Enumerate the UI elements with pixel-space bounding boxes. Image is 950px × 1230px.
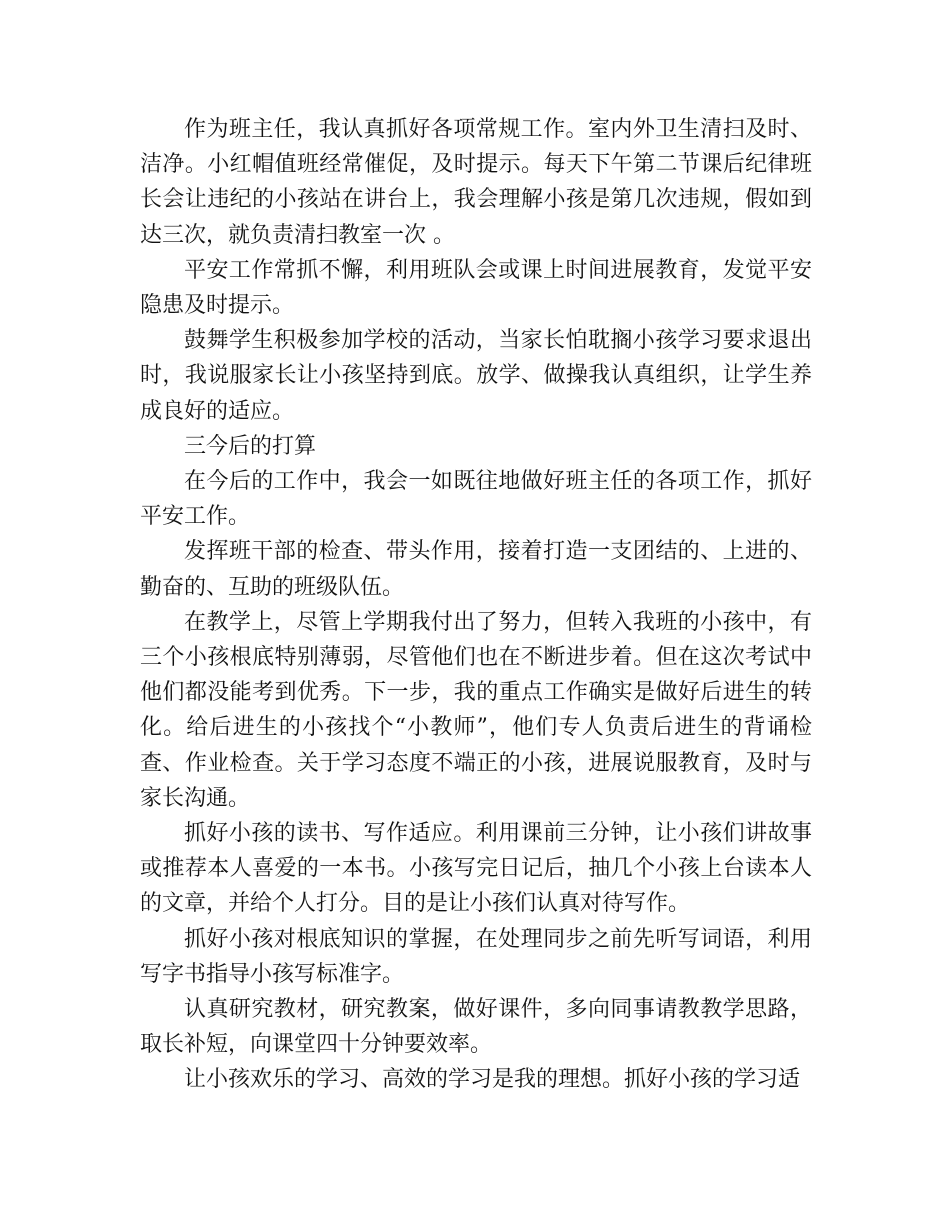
paragraph-future-work: 在今后的工作中，我会一如既往地做好班主任的各项工作，抓好平安工作。 [140, 469, 812, 530]
paragraph-class-cadres: 发挥班干部的检查、带头作用，接着打造一支团结的、上进的、勤奋的、互助的班级队伍。 [140, 539, 812, 600]
section-heading-future-plan: 三今后的打算 [184, 433, 317, 459]
paragraph-teaching-materials: 认真研究教材，研究教案，做好课件，多向同事请教教学思路，取长补短，向课堂四十分钟要效率。 [140, 997, 812, 1058]
paragraph-reading-writing: 抓好小孩的读书、写作适应。利用课前三分钟，让小孩们讲故事或推荐本人喜爱的一本书。小孩写完日记后，抽几个小孩上台读本人的文章，并给个人打分。目的是让小孩们认真对待写作。 [140, 821, 812, 917]
paragraph-safety-work: 平安工作常抓不懈，利用班队会或课上时间进展教育，发觉平安隐患及时提示。 [140, 257, 812, 319]
paragraph-basic-knowledge: 抓好小孩对根底知识的掌握，在处理同步之前先听写词语，利用写字书指导小孩写标准字。 [140, 926, 812, 987]
document-page [140, 112, 812, 1098]
paragraph-ideal: 让小孩欢乐的学习、高效的学习是我的理想。抓好小孩的学习适 [184, 1067, 801, 1093]
paragraph-school-activities: 鼓舞学生积极参加学校的活动，当家长怕耽搁小孩学习要求退出时，我说服家长让小孩坚持到底。放学、做操我认真组织，让学生养成良好的适应。 [140, 328, 812, 424]
paragraph-teaching: 在教学上，尽管上学期我付出了努力，但转入我班的小孩中，有三个小孩根底特别薄弱，尽管他们也在不断进步着。但在这次考试中他们都没能考到优秀。下一步，我的重点工作确实是做好后进生的转化。给后进生的小孩找个“小教师”，他们专人负责后进生的背诵检查、作业检查。关于学习态度不端正的小孩，进展说服教育，及时与家长沟通。 [140, 609, 812, 811]
paragraph-class-routine: 作为班主任，我认真抓好各项常规工作。室内外卫生清扫及时、洁净。小红帽值班经常催促，及时提示。每天下午第二节课后纪律班长会让违纪的小孩站在讲台上，我会理解小孩是第几次违规，假如到达三次，就负责清扫教室一次 。 [140, 117, 812, 248]
